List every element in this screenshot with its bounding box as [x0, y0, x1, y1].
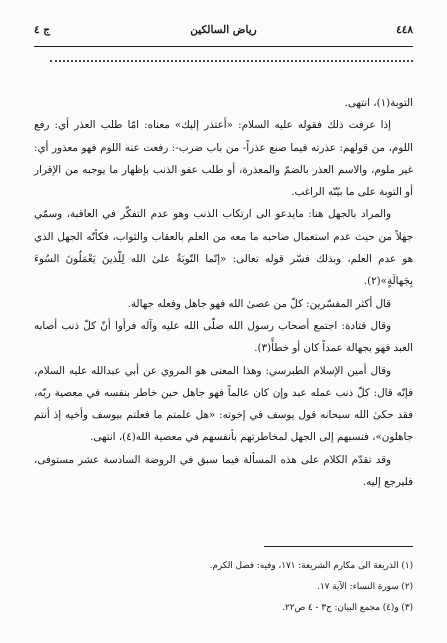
paragraph: التوبة(١)، انتهى. — [344, 97, 413, 109]
footnotes — [34, 556, 413, 619]
running-header — [34, 24, 413, 42]
footnote: (١) الذريعة الى مكارم الشريعة: ١٧١، وفيه: فصل الكرم. — [209, 561, 413, 571]
header-rule — [34, 46, 413, 47]
body-text — [34, 92, 413, 493]
book-title: رياض السالكين — [190, 24, 257, 36]
dotted-separator — [50, 60, 413, 62]
paragraph: وقال أمين الإسلام الطبرسي: وهذا المعنى هو المروي عن أبي عبدالله عليه السلام، فإنّه قال: كلّ ذنب عمله عبد وإن كان عالماً فهو جاهل حين خاطر بنفسه في معصية ربّه، فقد حكىٰ الله سبحانه قول يوسف في إخوته: «هل علمتم ما فعلتم بيوسف وأخيه إذ أنتم جاهلون»، فنسبهم إلى الجهل لمخاطرتهم بأنفسهم في معصية الله(٤)، انتهى. — [34, 364, 413, 444]
paragraph: قال أكثر المفسّرين: كلّ من عصىٰ الله فهو جاهل وفعله جهالة. — [127, 297, 391, 310]
paragraph: وقد تقدّم الكلام على هذه المسألة فيما سبق في الروضة السادسة عشر مستوفى، فليرجع إليه. — [34, 453, 413, 489]
paragraph: وقال قتادة: اجتمع أصحاب رسول الله صلّى الله عليه وآله فرأوا أنّ كلّ ذنب أصابه العبد فهو بجهالة عمداً كان أو خطأً(٣). — [34, 319, 413, 355]
paragraph: والمراد بالجهل هنا: مايدعو الى ارتكاب الذنب وهو عدم التفكّر في العاقبة، وسمّي جهلاً من حيث عدم استعمال صاحبه ما معه من العلم بالعقاب والثواب، فكأنّه الجهل الذي هو عدم العلم، وبذلك فسّر قوله تعالى: «إنّما التّوبَةُ علىٰ الله لِلّذينَ يَعْمَلُونَ السُوءَ بِجَهالَةٍ»(٢). — [34, 208, 413, 288]
volume-label: ج ٤ — [34, 24, 51, 36]
footnote: (٢) سورة النساء: الآية ١٧. — [317, 582, 413, 592]
paragraph: إذا عرفت ذلك فقوله عليه السلام: «أعتذر إليك» معناه: امّا طلب العذر أي: رفع اللوم، من قولهم: عذرته فيما صنع عذراً- من باب ضرب-: رفعت عنه اللوم فهو معذور أي: غير ملوم، والاسم العذر بالضمّ والمعذرة، أو طلب عفو الذنب بإظهار ما يوجبه من الإقرار أو التوبة على ما بيّنّه الراغب. — [34, 119, 413, 199]
footnote-rule — [264, 546, 413, 547]
footnote: (٣) و(٤) مجمع البيان: ج٣ - ٤ ص٢٢. — [282, 603, 413, 613]
page-number: ٤٤٨ — [396, 24, 413, 36]
